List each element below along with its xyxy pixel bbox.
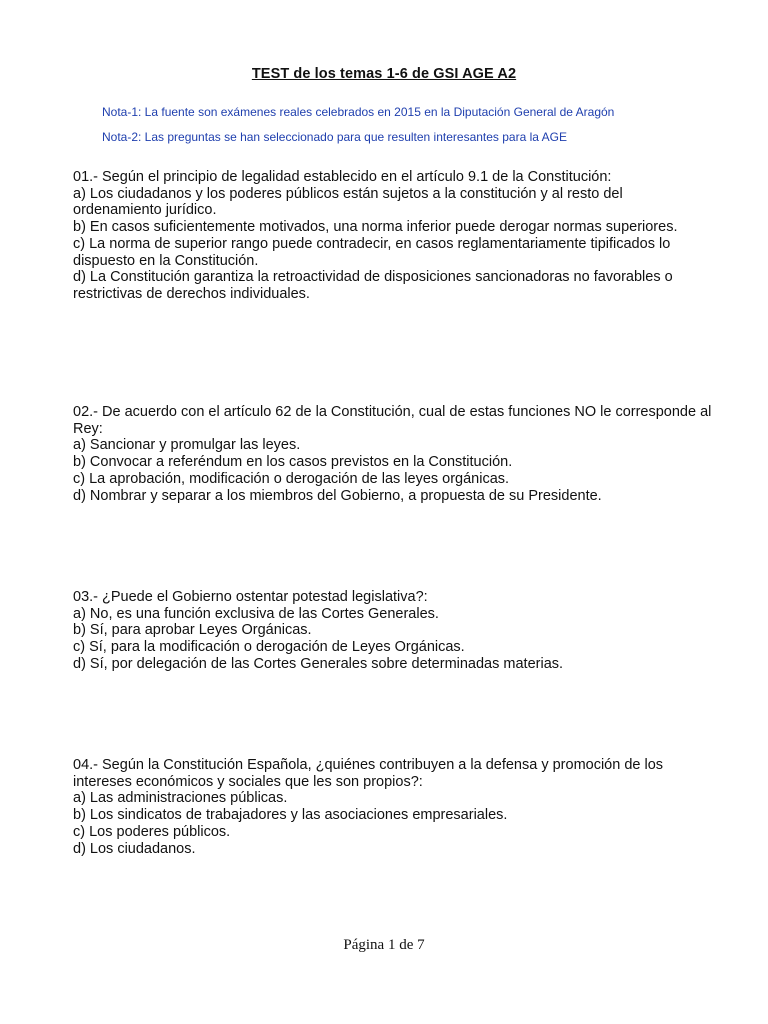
question-stem: 02.- De acuerdo con el artículo 62 de la Constitución, cual de estas funciones NO le corresponde al Rey: xyxy=(73,404,712,437)
answer-option-d: d) Los ciudadanos. xyxy=(73,840,196,857)
question-stem: 04.- Según la Constitución Española, ¿quiénes contribuyen a la defensa y promoción de los intereses económicos y sociales que les son propios?: xyxy=(73,757,664,790)
answer-option-a: a) Las administraciones públicas. xyxy=(73,790,288,807)
page-number: Página 1 de 7 xyxy=(343,937,425,953)
answer-option-b: b) Los sindicatos de trabajadores y las asociaciones empresariales. xyxy=(73,807,508,824)
answer-option-a: a) Los ciudadanos y los poderes públicos están sujetos a la constitución y al resto del ordenamiento jurídico. xyxy=(73,185,623,219)
document-title: TEST de los temas 1-6 de GSI AGE A2 xyxy=(251,66,517,82)
answer-option-b: b) Convocar a referéndum en los casos previstos en la Constitución. xyxy=(73,454,513,471)
question-04 xyxy=(73,757,713,857)
answer-option-b: b) Sí, para aprobar Leyes Orgánicas. xyxy=(73,622,312,639)
question-stem: 01.- Según el principio de legalidad establecido en el artículo 9.1 de la Constitución: xyxy=(73,169,612,185)
answer-option-a: a) No, es una función exclusiva de las Cortes Generales. xyxy=(73,605,439,622)
answer-option-c: c) La aprobación, modificación o derogación de las leyes orgánicas. xyxy=(73,470,510,487)
answer-option-c: c) Los poderes públicos. xyxy=(73,823,231,840)
question-01 xyxy=(73,169,713,303)
answer-option-b: b) En casos suficientemente motivados, una norma inferior puede derogar normas superiores. xyxy=(73,219,678,236)
answer-option-c: c) Sí, para la modificación o derogación de Leyes Orgánicas. xyxy=(73,639,465,656)
answer-option-c: c) La norma de superior rango puede contradecir, en casos reglamentariamente tipificados lo dispuesto en la Constitución. xyxy=(73,235,671,269)
note-1: Nota-1: La fuente son exámenes reales celebrados en 2015 en la Diputación General de Aragón xyxy=(102,105,615,119)
answer-option-d: d) Sí, por delegación de las Cortes Generales sobre determinadas materias. xyxy=(73,655,564,672)
answer-option-a: a) Sancionar y promulgar las leyes. xyxy=(73,437,301,454)
question-02 xyxy=(73,404,713,504)
note-2: Nota-2: Las preguntas se han seleccionado para que resulten interesantes para la AGE xyxy=(102,130,567,144)
question-03 xyxy=(73,589,713,673)
answer-option-d: d) La Constitución garantiza la retroactividad de disposiciones sancionadoras no favorables o restrictivas de derechos individuales. xyxy=(73,269,673,302)
question-stem: 03.- ¿Puede el Gobierno ostentar potestad legislativa?: xyxy=(73,589,428,605)
answer-option-d: d) Nombrar y separar a los miembros del Gobierno, a propuesta de su Presidente. xyxy=(73,487,602,504)
